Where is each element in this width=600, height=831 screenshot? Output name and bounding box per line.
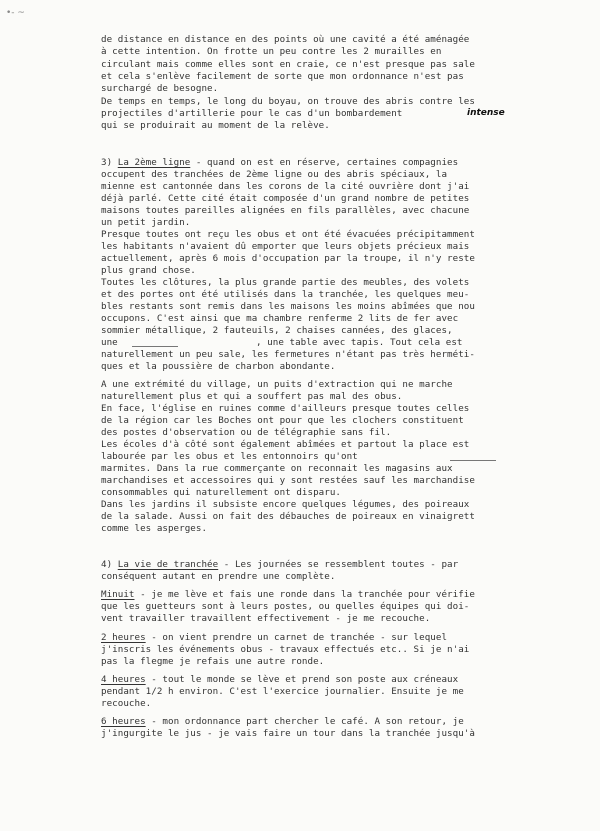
text-line: circulant mais comme elles sont en craie, ce n'est presque pas sale	[101, 59, 475, 70]
text-line: j'inscris les événements obus - travaux effectués etc.. Si je n'ai	[101, 644, 470, 655]
text-line: recouche.	[101, 698, 152, 709]
text-line: Presque toutes ont reçu les obus et ont été évacuées précipitamment	[101, 229, 475, 240]
text-line: , une table avec tapis. Tout cela est	[256, 337, 463, 348]
text-line: mienne est cantonnée dans les corons de la cité ouvrière dont j'ai	[101, 181, 470, 192]
text-line: Toutes les clôtures, la plus grande partie des meubles, des volets	[101, 277, 470, 288]
text-line: naturellement un peu sale, les fermetures n'étant pas très herméti-	[101, 349, 475, 360]
text-line: de la salade. Aussi on fait des débauches de poireaux en vinaigrett	[101, 511, 475, 522]
text-line: surchargé de besogne.	[101, 83, 219, 94]
text-line: labourée par les obus et les entonnoirs qu'ont	[101, 451, 358, 462]
text-line: consommables qui naturellement ont disparu.	[101, 487, 341, 498]
text-line: projectiles d'artillerie pour le cas d'un bombardement	[101, 108, 403, 119]
text-line: sommier métallique, 2 fauteuils, 2 chaises cannées, des glaces,	[101, 325, 453, 336]
text-line: occupent des tranchées de 2ème ligne ou des abris spéciaux, la	[101, 169, 448, 180]
text-line: 2 heures - on vient prendre un carnet de tranchée - sur lequel	[101, 632, 448, 643]
text-line: occupons. C'est ainsi que ma chambre renferme 2 lits de fer avec	[101, 313, 459, 324]
text-line: bles restants sont remis dans les maisons les moins abîmées que nou	[101, 301, 475, 312]
text-line: que les guetteurs sont à leurs postes, ou quelles équipes qui doi-	[101, 601, 470, 612]
underlined-label: La 2ème ligne	[117, 157, 191, 168]
text-line: marchandises et accessoires qui y sont restées sauf les marchandise	[101, 475, 475, 486]
blank-space	[450, 460, 496, 461]
underlined-label: La vie de tranchée	[117, 559, 219, 570]
text-line: comme les asperges.	[101, 523, 208, 534]
text-line: naturellement plus et qui a souffert pas mal des obus.	[101, 391, 403, 402]
text-line: En face, l'église en ruines comme d'ailleurs presque toutes celles	[101, 403, 470, 414]
text-line: et cela s'enlève facilement de sorte que mon ordonnance n'est pas	[101, 71, 464, 82]
text-line: A une extrémité du village, un puits d'extraction qui ne marche	[101, 379, 453, 390]
text-line: et des portes ont été utilisés dans la tranchée, les quelques meu-	[101, 289, 470, 300]
text-line: plus grand chose.	[101, 265, 196, 276]
text-line: 6 heures - mon ordonnance part chercher le café. A son retour, je	[101, 716, 464, 727]
text-line: j'ingurgite le jus - je vais faire un tour dans la tranchée jusqu'à	[101, 728, 475, 739]
section-heading: 3) La 2ème ligne - quand on est en réserve, certaines compagnies	[101, 157, 459, 168]
text-line: maisons toutes pareilles alignées en fils parallèles, avec chacune	[101, 205, 470, 216]
text-line: ques et la poussière de charbon abondante.	[101, 361, 336, 372]
text-line: conséquent autant en prendre une complète.	[101, 571, 336, 582]
text-line: pas la flegme je refais une autre ronde.	[101, 656, 325, 667]
text-line: de distance en distance en des points où une cavité a été aménagée	[101, 34, 470, 45]
underlined-label: 6 heures	[101, 716, 146, 727]
text-line: déjà parlé. Cette cité était composée d'un grand nombre de petites	[101, 193, 470, 204]
corner-mark: •- ~	[6, 8, 25, 18]
underlined-label: Minuit	[101, 589, 135, 600]
text-line: marmites. Dans la rue commerçante on reconnait les magasins aux	[101, 463, 453, 474]
text-line: Les écoles d'à côté sont également abîmées et partout la place est	[101, 439, 470, 450]
text-line: de la région car les Boches ont pour que les clochers constituent	[101, 415, 464, 426]
blank-space	[132, 346, 178, 347]
text-line: un petit jardin.	[101, 217, 191, 228]
handwritten-insert: intense	[467, 108, 505, 118]
text-line: actuellement, après 6 mois d'occupation par la troupe, il n'y reste	[101, 253, 475, 264]
underlined-label: 4 heures	[101, 674, 146, 685]
text-line: à cette intention. On frotte un peu contre les 2 murailles en	[101, 46, 442, 57]
text-line: Minuit - je me lève et fais une ronde dans la tranchée pour vérifie	[101, 589, 475, 600]
underlined-label: 2 heures	[101, 632, 146, 643]
text-line: une	[101, 337, 118, 348]
section-heading: 4) La vie de tranchée - Les journées se ressemblent toutes - par	[101, 559, 459, 570]
text-line: 4 heures - tout le monde se lève et prend son poste aux créneaux	[101, 674, 459, 685]
text-line: qui se produirait au moment de la relève.	[101, 120, 330, 131]
text-line: pendant 1/2 h environ. C'est l'exercice journalier. Ensuite je me	[101, 686, 464, 697]
text-line: les habitants n'avaient dû emporter que leurs objets précieux mais	[101, 241, 470, 252]
text-line: De temps en temps, le long du boyau, on trouve des abris contre les	[101, 96, 475, 107]
text-line: vent travailler travaillent effectivement - je me recouche.	[101, 613, 431, 624]
text-line: des postes d'observation ou de télégraphie sans fil.	[101, 427, 392, 438]
text-line: Dans les jardins il subsiste encore quelques légumes, des poireaux	[101, 499, 470, 510]
